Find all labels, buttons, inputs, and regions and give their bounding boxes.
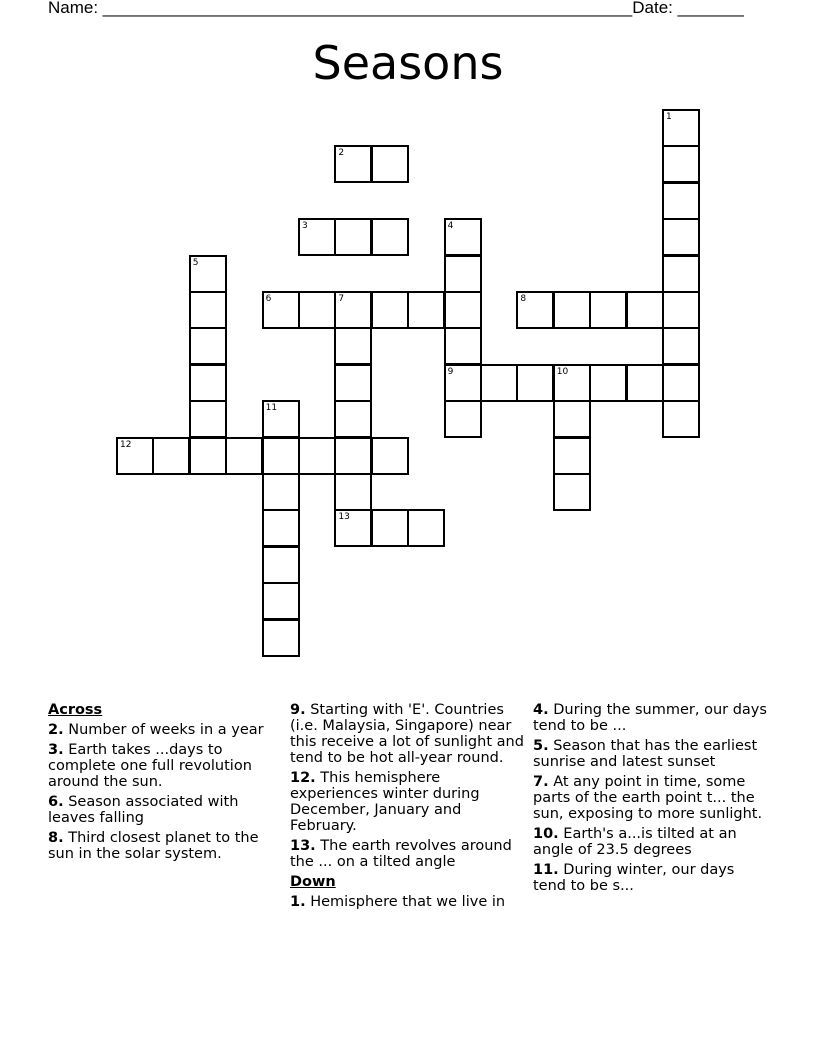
clue-item-text: The earth revolves around the ... on a tilted angle [290,838,512,870]
clue-number: 4 [447,221,454,232]
grid-cell[interactable] [589,291,627,329]
clues-column-2 [290,702,526,914]
grid-cell[interactable] [444,218,482,256]
clue-number: 10 [556,366,569,377]
grid-cell[interactable] [152,437,190,475]
clue-item-text: Starting with 'E'. Countries (i.e. Malaysia, Singapore) near this receive a lot of sunlight and tend to be hot all-year round. [290,702,524,766]
grid-cell[interactable] [589,364,627,402]
grid-cell[interactable] [298,291,336,329]
clue-number: 11 [265,403,278,414]
grid-cell[interactable] [371,509,409,547]
clue-item-text: During the summer, our days tend to be ... [533,702,767,734]
grid-cell[interactable] [407,509,445,547]
grid-cell[interactable] [444,400,482,438]
clue-item-number: 8. [48,830,64,846]
clue-number: 12 [120,439,132,450]
clue-item-text: Number of weeks in a year [63,722,264,738]
grid-cell[interactable] [189,255,227,293]
grid-cell[interactable] [262,473,300,511]
clue-number: 9 [447,366,454,377]
clue-item-text: Third closest planet to the sun in the solar system. [48,830,259,862]
grid-cell[interactable] [444,327,482,365]
clue-item-number: 5. [533,738,549,754]
clue-item [48,742,284,790]
grid-cell[interactable] [516,291,554,329]
clue-item-number: 9. [290,702,306,718]
grid-cell[interactable] [116,437,154,475]
clue-item-text: During winter, our days tend to be s... [533,862,735,894]
clue-number: 7 [338,294,345,304]
grid-cell[interactable] [334,364,372,402]
grid-cell[interactable] [407,291,445,329]
grid-cell[interactable] [189,400,227,438]
clue-item-number: 4. [533,702,549,718]
grid-cell[interactable] [626,364,664,402]
clue-item [533,774,769,822]
grid-cell[interactable] [662,291,700,329]
clue-item-number: 1. [290,894,306,910]
clue-item [533,738,769,770]
grid-cell[interactable] [334,473,372,511]
section-heading: Across [48,702,103,718]
clue-item [48,722,284,738]
clue-item [290,894,526,910]
grid-cell[interactable] [189,364,227,402]
grid-cell[interactable] [444,291,482,329]
clue-number: 1 [666,112,672,122]
grid-cell[interactable] [262,437,300,475]
grid-cell[interactable] [553,291,591,329]
grid-cell[interactable] [189,291,227,329]
grid-cell[interactable] [334,218,372,256]
grid-cell[interactable] [662,182,700,220]
grid-cell[interactable] [262,291,300,329]
clue-item [290,770,526,834]
grid-cell[interactable] [334,145,372,183]
clue-number: 6 [265,294,272,304]
grid-cell[interactable] [480,364,518,402]
clue-item-text: Earth takes ...days to complete one full revolution around the sun. [48,742,252,790]
grid-cell[interactable] [262,582,300,620]
clue-item [48,830,284,862]
grid-cell[interactable] [371,291,409,329]
grid-cell[interactable] [444,364,482,402]
grid-cell[interactable] [553,400,591,438]
clue-item-number: 6. [48,794,64,810]
grid-cell[interactable] [662,327,700,365]
clue-number: 13 [338,512,350,523]
grid-cell[interactable] [334,327,372,365]
clue-item-text: At any point in time, some parts of the earth point t... the sun, exposing to more sunlight. [533,774,763,822]
clue-item [290,838,526,870]
grid-cell[interactable] [662,400,700,438]
grid-cell[interactable] [516,364,554,402]
grid-cell[interactable] [626,291,664,329]
clue-item [48,794,284,826]
date-field[interactable]: Date: _______ [632,0,744,17]
clue-item-number: 3. [48,742,64,758]
clue-item-text: Earth's a...is tilted at an angle of 23.5 degrees [533,826,737,858]
clue-number: 8 [520,294,527,304]
grid-cell[interactable] [189,327,227,365]
grid-cell[interactable] [298,218,336,256]
grid-cell[interactable] [444,255,482,293]
grid-cell[interactable] [334,291,372,329]
clue-item-number: 10. [533,826,559,842]
grid-cell[interactable] [262,546,300,584]
clue-item-text: Hemisphere that we live in [305,894,506,910]
grid-cell[interactable] [553,364,591,402]
page-title: Seasons [312,36,504,90]
clue-number: 2 [338,148,345,159]
grid-cell[interactable] [334,437,372,475]
grid-cell[interactable] [553,437,591,475]
grid-cell[interactable] [334,509,372,547]
clue-item [533,702,769,734]
clue-item [290,702,526,766]
clues-column-1 [48,702,284,866]
grid-cell[interactable] [371,218,409,256]
clues-column-3 [533,702,769,898]
name-field[interactable]: Name: ________________________________________________________ [48,0,633,17]
clue-item [533,826,769,858]
grid-cell[interactable] [662,255,700,293]
clue-item-text: This hemisphere experiences winter during December, January and February. [290,770,480,834]
grid-cell[interactable] [298,437,336,475]
grid-cell[interactable] [189,437,227,475]
grid-cell[interactable] [371,437,409,475]
grid-cell[interactable] [662,145,700,183]
clue-number: 5 [192,257,199,268]
clue-item-number: 11. [533,862,559,878]
grid-cell[interactable] [262,400,300,438]
clue-item-number: 13. [290,838,316,854]
grid-cell[interactable] [371,145,409,183]
clue-item-number: 7. [533,774,549,790]
clue-item [533,862,769,894]
section-heading: Down [290,874,336,890]
grid-cell[interactable] [662,109,700,147]
clue-number: 3 [302,221,308,232]
grid-cell[interactable] [225,437,263,475]
grid-cell[interactable] [334,400,372,438]
clue-item-number: 2. [48,722,64,738]
clue-item-text: Season associated with leaves falling [48,794,239,826]
grid-cell[interactable] [262,509,300,547]
clue-item-text: Season that has the earliest sunrise and latest sunset [533,738,758,770]
grid-cell[interactable] [662,218,700,256]
grid-cell[interactable] [553,473,591,511]
grid-cell[interactable] [662,364,700,402]
grid-cell[interactable] [262,619,300,657]
clue-item-number: 12. [290,770,316,786]
